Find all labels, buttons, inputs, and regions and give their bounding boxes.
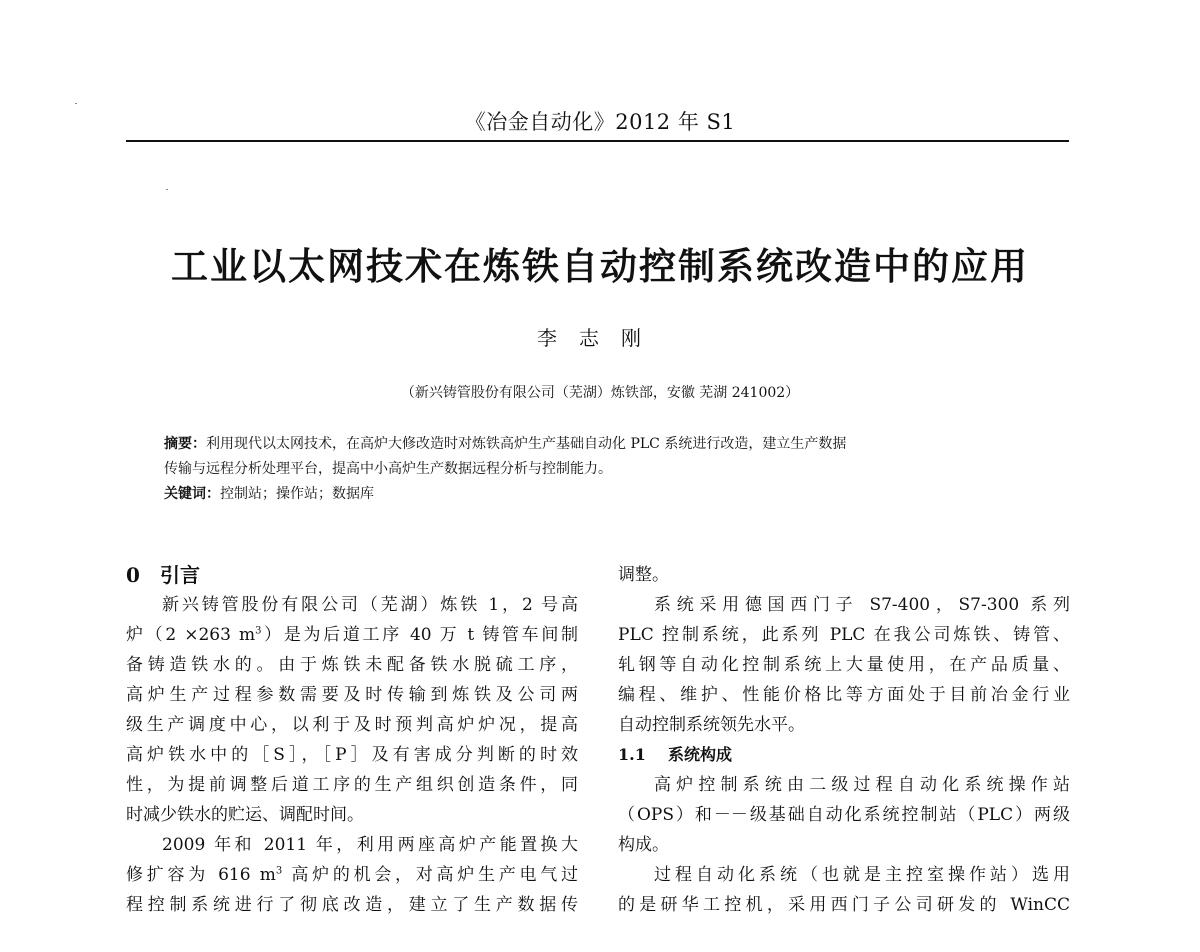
paragraph-line: 高炉控制系统由二级过程自动化系统操作站	[654, 775, 1070, 795]
text-run: 高炉的机会，对高炉生产电气过	[282, 865, 578, 885]
text-run: 修扩容为 616 m	[126, 865, 276, 885]
abstract-line-1	[164, 432, 1064, 457]
article-affiliation: （新兴铸管股份有限公司（芜湖）炼铁部，安徽 芜湖 241002）	[400, 385, 800, 401]
subsection-title: 系统构成	[668, 745, 733, 764]
section-heading-intro	[126, 560, 578, 590]
right-column	[618, 560, 1070, 920]
abstract-line-2: 传输与远程分析处理平台，提高中小高炉生产数据远程分析与控制能力。	[164, 461, 612, 477]
superscript: 3	[255, 625, 262, 637]
paragraph-line: 构成。	[618, 835, 669, 855]
paragraph-line: 系统采用德国西门子 S7-400，S7-300 系列	[654, 595, 1070, 615]
paragraph-line: 新兴铸管股份有限公司（芜湖）炼铁 1，2 号高	[162, 595, 578, 615]
paragraph-line: 的是研华工控机，采用西门子公司研发的 WinCC	[618, 895, 1070, 915]
paragraph-line: 程控制系统进行了彻底改造，建立了生产数据传	[126, 895, 578, 915]
scan-speck	[75, 103, 77, 104]
journal-header: 《冶金自动化》2012 年 S1	[464, 110, 736, 134]
paragraph-line: 性，为提前调整后道工序的生产组织创造条件，同	[126, 775, 578, 795]
superscript: 3	[275, 865, 283, 877]
left-column	[126, 560, 578, 920]
article-author: 李志刚	[537, 326, 663, 350]
article-title: 工业以太网技术在炼铁自动控制系统改造中的应用	[171, 245, 1029, 288]
text-run: ）是为后道工序 40 万 t 铸管车间制	[261, 625, 578, 645]
abstract-block	[164, 432, 1064, 507]
paragraph-line: 高炉生产过程参数需要及时传输到炼铁及公司两	[126, 685, 578, 705]
section-number: 0	[126, 563, 140, 587]
keywords-text: 控制站；操作站；数据库	[220, 486, 374, 502]
paragraph-line: 编程、维护、性能价格比等方面处于目前冶金行业	[618, 685, 1070, 705]
paragraph-line: 备铸造铁水的。由于炼铁未配备铁水脱硫工序，	[126, 655, 578, 675]
paragraph-line: 轧钢等自动化控制系统上大量使用，在产品质量、	[618, 655, 1070, 675]
text-run: 炉（2 ×263 m	[126, 625, 256, 645]
paragraph-line: 时减少铁水的贮运、调配时间。	[126, 805, 364, 825]
subsection-heading	[618, 740, 1070, 770]
keywords-label: 关键词：	[164, 486, 220, 502]
paragraph-line: （OPS）和－－级基础自动化系统控制站（PLC）两级	[618, 805, 1070, 825]
paragraph-line: 调整。	[618, 565, 669, 585]
keywords-line	[164, 482, 1064, 507]
paragraph-line	[126, 860, 578, 890]
scan-speck	[166, 189, 168, 190]
paragraph-line: PLC 控制系统，此系列 PLC 在我公司炼铁、铸管、	[618, 625, 1070, 645]
paragraph-line: 自动控制系统领先水平。	[618, 715, 805, 735]
paragraph-line: 过程自动化系统（也就是主控室操作站）选用	[654, 865, 1070, 885]
paragraph-line	[126, 620, 578, 650]
paragraph-line: 高炉铁水中的［S］，［P］及有害成分判断的时效	[126, 745, 578, 765]
paragraph-line: 2009 年和 2011 年，利用两座高炉产能置换大	[162, 835, 578, 855]
subsection-number: 1.1	[618, 745, 646, 764]
abstract-text-1: 利用现代以太网技术，在高炉大修改造时对炼铁高炉生产基础自动化 PLC 系统进行改造，建立生产数据	[206, 436, 847, 452]
header-rule	[126, 140, 1069, 142]
paragraph-line: 级生产调度中心，以利于及时预判高炉炉况，提高	[126, 715, 578, 735]
abstract-label: 摘要：	[164, 436, 206, 452]
section-title: 引言	[160, 563, 200, 587]
